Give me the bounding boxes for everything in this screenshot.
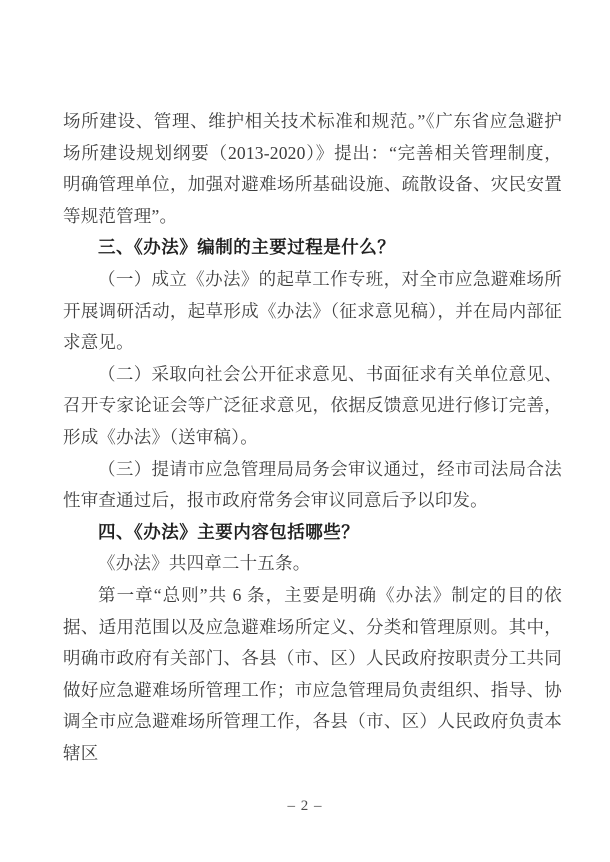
document-body [63,106,562,769]
paragraph: （一）成立《办法》的起草工作专班，对全市应急避难场所开展调研活动，起草形成《办法》（征求意见稿），并在局内部征求意见。 [63,268,562,353]
page-number: – 2 – [287,798,323,814]
paragraph: （三）提请市应急管理局局务会审议通过，经市司法局合法性审查通过后，报市政府常务会审议同意后予以印发。 [63,458,562,511]
paragraph: （二）采取向社会公开征求意见、书面征求有关单位意见、召开专家论证会等广泛征求意见，依据反馈意见进行修订完善，形成《办法》（送审稿）。 [63,363,562,447]
paragraph: 第一章“总则”共 6 条，主要是明确《办法》制定的目的依据、适用范围以及应急避难场所定义、分类和管理原则。其中，明确市政府有关部门、各县（市、区）人民政府按职责分工共同做好应急避难场所管理工作；市应急管理局负责组织、指导、协调全市应急避难场所管理工作，各县（市、区）人民政府负责本辖区 [63,584,562,763]
paragraph: 场所建设、管理、维护相关技术标准和规范。”《广东省应急避护场所建设规划纲要（2013-2020）》提出：“完善相关管理制度，明确管理单位，加强对避难场所基础设施、疏散设备、灾民安置等规范管理”。 [63,111,562,226]
paragraph: 《办法》共四章二十五条。 [98,553,311,574]
section-heading: 四、《办法》主要内容包括哪些？ [98,521,360,542]
section-heading: 三、《办法》编制的主要过程是什么？ [98,237,396,258]
